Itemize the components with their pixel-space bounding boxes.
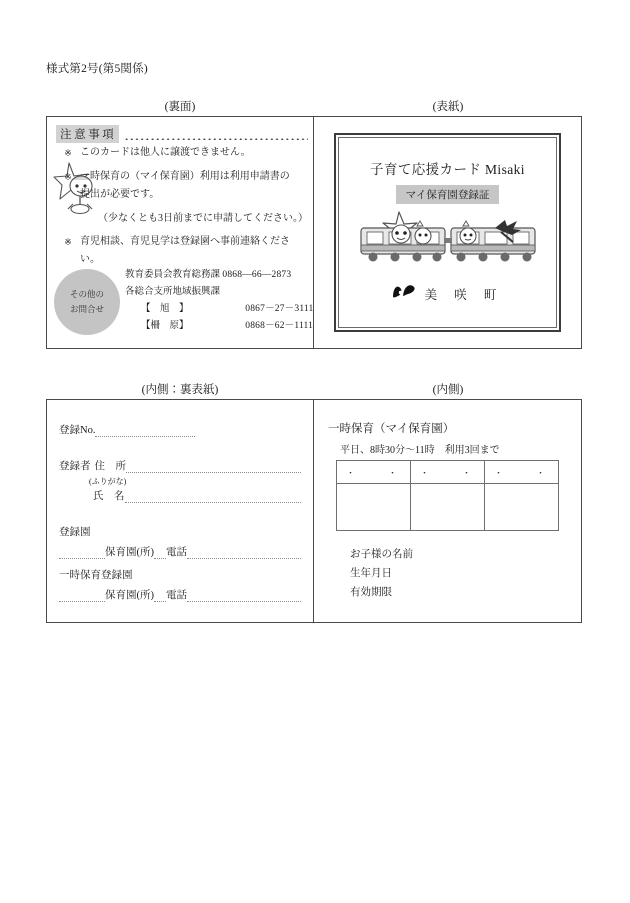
registration-no-label: 登録No. — [59, 425, 96, 436]
temporary-care-subheading: 平日、8時30分～11時 利用3回まで — [340, 445, 500, 456]
form-number: 様式第2号(第5関係) — [46, 63, 148, 75]
contact-list — [125, 267, 314, 335]
address-input[interactable] — [126, 461, 301, 473]
address-label: 住 所 — [94, 461, 126, 472]
notice-mark: ※ — [64, 172, 72, 182]
usage-record-table — [336, 460, 559, 531]
badge-line-2: お問合せ — [69, 304, 104, 314]
name-input[interactable] — [125, 491, 302, 503]
registration-no-row — [59, 422, 301, 437]
registered-nursery-row — [59, 544, 301, 559]
registration-no-input[interactable] — [95, 425, 195, 437]
card-inner-frame — [338, 137, 557, 328]
usage-header-cell: ・ ・ — [337, 461, 411, 484]
table-row — [337, 461, 559, 484]
panel-inner-back-cover — [47, 400, 314, 622]
registered-nursery-label: 登録園 — [59, 527, 91, 538]
temp-nursery-input[interactable] — [59, 590, 105, 602]
temp-nursery-tel-input[interactable] — [187, 590, 301, 602]
caption-inner-back-cover: (内側：裏表紙) — [141, 384, 219, 396]
name-label: 氏 名 — [93, 491, 125, 502]
notice-item — [56, 233, 308, 269]
badge-line-1: その他の — [69, 289, 104, 299]
nursery-label: 保育園(所) — [105, 547, 154, 558]
temp-registered-nursery-label: 一時保育登録園 — [59, 570, 133, 581]
train-with-characters-icon — [355, 210, 541, 277]
child-birthdate-label: 生年月日 — [350, 568, 392, 579]
temp-nursery-row — [59, 587, 301, 602]
registered-nursery-tel-input[interactable] — [187, 547, 301, 559]
usage-body-cell[interactable] — [411, 484, 485, 531]
notice-mark: ※ — [64, 237, 72, 247]
registration-form — [59, 422, 301, 605]
usage-header-cell: ・ ・ — [411, 461, 485, 484]
other-inquiries-badge — [54, 269, 120, 335]
panel-cover — [314, 117, 581, 348]
caption-cover: (表紙) — [432, 101, 464, 113]
table-row — [337, 484, 559, 531]
contact-label: 各総合支所地域振興課 — [125, 287, 221, 297]
contact-number: 0867－27－3111 — [245, 304, 314, 314]
panel-inner — [314, 400, 581, 622]
card-outer-frame — [334, 133, 561, 332]
town-name: 美 咲 町 — [424, 288, 504, 302]
temporary-care-heading: 一時保育（マイ保育園） — [328, 423, 455, 435]
child-info-fields — [350, 545, 569, 602]
furigana-label: (ふりがな) — [89, 477, 127, 486]
notice-item — [56, 168, 308, 204]
usage-header-cell: ・ ・ — [485, 461, 559, 484]
contact-number: 0868－62－1111 — [245, 321, 314, 331]
caption-back-face: (裏面) — [164, 101, 196, 113]
tel-label: 電話 — [166, 547, 187, 558]
temporary-care-section — [328, 420, 569, 602]
notice-mark: ※ — [64, 148, 72, 158]
contact-number: 0868―66―2873 — [222, 270, 292, 280]
contact-row — [125, 267, 310, 284]
top-sheet — [46, 116, 582, 349]
contact-row — [125, 318, 314, 335]
registered-nursery-input[interactable] — [59, 547, 105, 559]
child-name-label: お子様の名前 — [350, 549, 413, 560]
notice-text: 育児相談、育児見学は登録園へ事前連絡ください。 — [80, 236, 290, 265]
card-badge: マイ保育園登録証 — [396, 185, 500, 204]
town-identity — [392, 283, 504, 305]
notice-list — [56, 144, 308, 275]
contact-label: 【 旭 】 — [141, 304, 189, 314]
caption-inner: (内側) — [432, 384, 464, 396]
contact-row — [125, 301, 314, 318]
contact-label: 【柵 原】 — [141, 321, 189, 331]
expiry-label: 有効期限 — [350, 587, 392, 598]
nursery-label: 保育園(所) — [105, 590, 154, 601]
notice-subnote: （少なくとも3日前までに申請してください。） — [98, 213, 308, 224]
usage-body-cell[interactable] — [337, 484, 411, 531]
address-row — [59, 458, 301, 473]
card-title: 子育て応援カード Misaki — [370, 162, 525, 177]
notice-text: 一時保育の（マイ保育園）利用は利用申請書の 提出が必要です。 — [80, 171, 290, 200]
bottom-sheet — [46, 399, 582, 623]
contact-row — [125, 284, 310, 301]
tel-label: 電話 — [166, 590, 187, 601]
misaki-town-logo-icon — [392, 283, 416, 305]
notice-item — [56, 144, 308, 162]
notice-header — [56, 125, 308, 143]
name-row — [59, 488, 301, 503]
panel-back-face — [47, 117, 314, 348]
usage-body-cell[interactable] — [485, 484, 559, 531]
notice-text: このカードは他人に譲渡できません。 — [80, 147, 251, 158]
contact-label: 教育委員会教育総務課 — [125, 270, 221, 280]
registrant-label: 登録者 — [59, 461, 91, 472]
notice-dotted-rule — [124, 129, 308, 140]
notice-title: 注意事項 — [56, 125, 119, 143]
